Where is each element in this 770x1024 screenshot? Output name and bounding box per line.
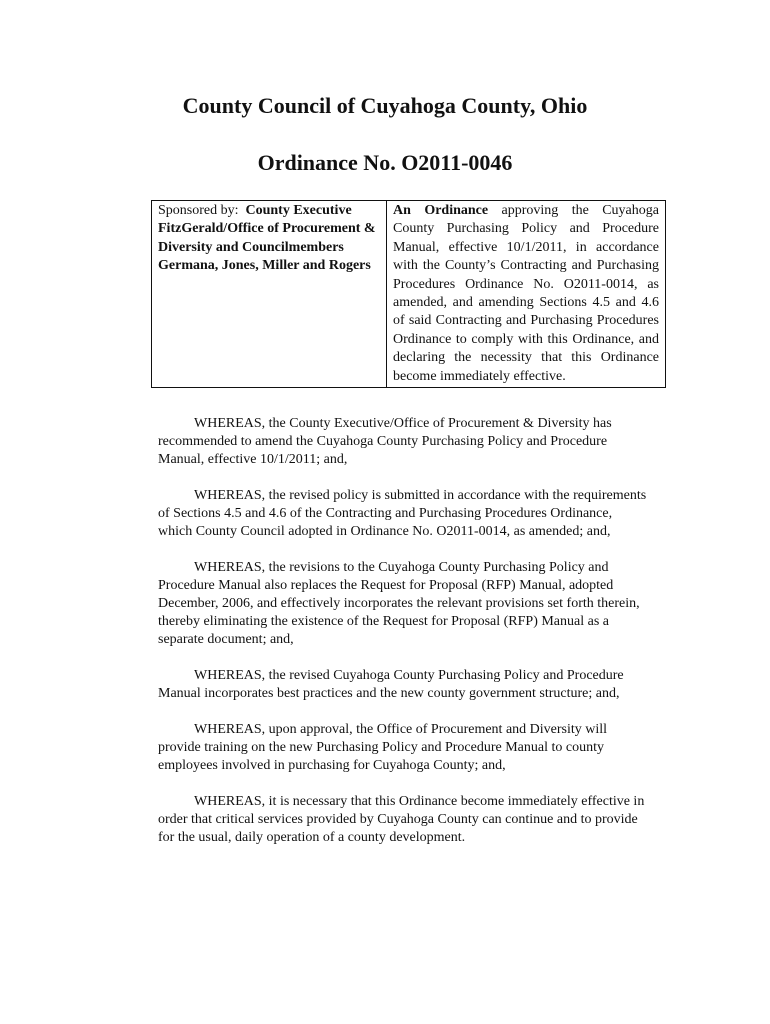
ordinance-number: Ordinance No. O2011-0046: [257, 150, 513, 175]
ordinance-header-box: [151, 200, 666, 388]
sponsors-text: County Executive FitzGerald/Office of Procurement & Diversity and Councilmembers Germana, Jones, Miller and Rogers: [158, 203, 376, 274]
summary-text: approving the Cuyahoga County Purchasing Policy and Procedure Manual, effective 10/1/2011, in accordance with the County’s Contracting and Purchasing Procedures Ordinance No. O2011-0014, as amended, and amending Sections 4.5 and 4.6 of said Contracting and Purchasing Procedures Ordinance to comply with this Ordinance, and declaring the necessity that this Ordinance become immediately effective.: [393, 203, 659, 384]
whereas-clause-5: WHEREAS, upon approval, the Office of Procurement and Diversity will provide training on the new Purchasing Policy and Procedure Manual to county employees involved in purchasing for Cuyahoga County; and,: [158, 722, 608, 773]
summary-cell: [387, 201, 666, 388]
whereas-clause-6: WHEREAS, it is necessary that this Ordinance become immediately effective in order that critical services provided by Cuyahoga County can continue and to provide for the usual, daily operation of a county development.: [158, 794, 645, 845]
whereas-clause-4: WHEREAS, the revised Cuyahoga County Purchasing Policy and Procedure Manual incorporates best practices and the new county government structure; and,: [158, 668, 624, 701]
document-title: County Council of Cuyahoga County, Ohio: [182, 93, 588, 118]
summary-lead: An Ordinance: [393, 203, 489, 218]
sponsored-by-label: Sponsored by:: [158, 203, 239, 218]
whereas-clause-1: WHEREAS, the County Executive/Office of Procurement & Diversity has recommended to amend the Cuyahoga County Purchasing Policy and Procedure Manual, effective 10/1/2011; and,: [158, 416, 612, 467]
whereas-section: [158, 415, 648, 865]
sponsor-cell: [152, 201, 387, 388]
whereas-clause-3: WHEREAS, the revisions to the Cuyahoga County Purchasing Policy and Procedure Manual also replaces the Request for Proposal (RFP) Manual, adopted December, 2006, and effectively incorporates the relevant provisions set forth therein, thereby eliminating the existence of the Request for Proposal (RFP) Manual as a separate document; and,: [158, 560, 640, 647]
whereas-clause-2: WHEREAS, the revised policy is submitted in accordance with the requirements of Sections 4.5 and 4.6 of the Contracting and Purchasing Procedures Ordinance, which County Council adopted in Ordinance No. O2011-0014, as amended; and,: [158, 488, 647, 539]
